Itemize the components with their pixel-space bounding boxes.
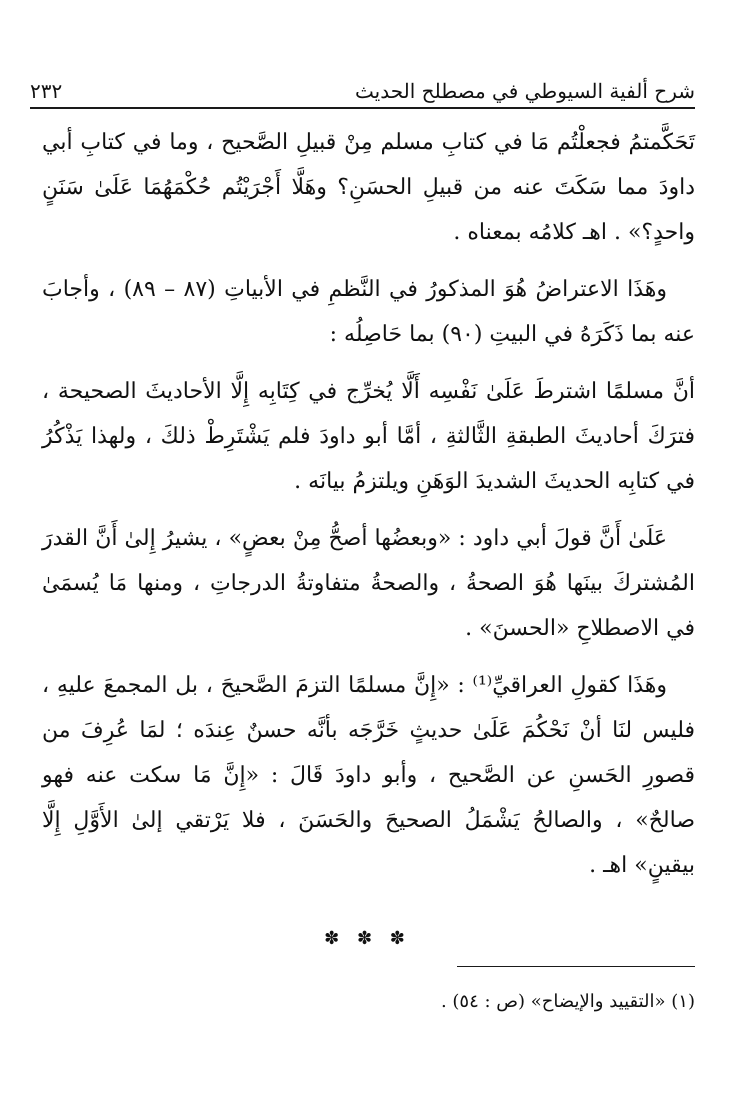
footnote: (١) «التقييد والإيضاح» (ص : ٥٤) .: [440, 991, 695, 1012]
running-header: [30, 70, 695, 104]
paragraph-3: أنَّ مسلمًا اشترطَ عَلَىٰ نَفْسِه أَلَّا يُخرِّج في كِتَابِه إِلَّا الأحاديثَ الصحيحة ، فترَكَ أحاديثَ الطبقةِ الثَّالثةِ ، أمَّا أبو داودَ فلم يَشْتَرِطْ ذلكَ ، ولهذا يَذْكُرُ في كتابِه الحديثَ الشديدَ الوَهَنِ ويلتزمُ بيانَه .: [42, 379, 695, 494]
book-title: شرح ألفية السيوطي في مصطلح الحديث: [355, 79, 695, 103]
page-number: ٢٣٢: [30, 79, 63, 103]
paragraph-2: وهَذَا الاعتراضُ هُوَ المذكورُ في النَّظمِ في الأبياتِ (٨٧ – ٨٩) ، وأجابَ عنه بما ذَكَرَهُ في البيتِ (٩٠) بما حَاصِلُه :: [42, 277, 695, 347]
section-separator: ✽ ✽ ✽: [324, 928, 411, 949]
paragraph-1: تَحَكَّمتمُ فجعلْتُم مَا في كتابِ مسلم مِنْ قبيلِ الصَّحيح ، وما في كتابِ أبي داودَ مما سَكَتَ عنه من قبيلِ الحسَنِ؟ وهَلَّا أَجْرَيْتُم حُكْمَهُمَا عَلَىٰ سَنَنٍ واحدٍ؟» . اهـ كلامُه بمعناه .: [42, 130, 695, 245]
paragraph-5: وهَذَا كقولِ العراقيِّ⁽¹⁾ : «إِنَّ مسلمًا التزمَ الصَّحيحَ ، بل المجمعَ عليهِ ، فليس لنَا أنْ نَحْكُمَ عَلَىٰ حديثٍ خَرَّجَه بأنَّه حسنٌ عِندَه ؛ لمَا عُرِفَ من قصورِ الحَسنِ عن الصَّحيح ، وأبو داودَ قَالَ : «إِنَّ مَا سكت عنه فهو صالحٌ» ، والصالحُ يَشْمَلُ الصحيحَ والحَسَنَ ، فلا يَرْتقي إلىٰ الأَوَّلِ إِلَّا بيقينٍ» اهـ .: [42, 673, 695, 878]
main-text: [42, 120, 695, 900]
footnote-rule: [457, 966, 695, 967]
header-rule: [30, 107, 695, 109]
paragraph-4: عَلَىٰ أَنَّ قولَ أبي داود : «وبعضُها أصحُّ مِنْ بعضٍ» ، يشيرُ إِلىٰ أَنَّ القدرَ المُشتركَ بينَها هُوَ الصحةُ ، والصحةُ متفاوتةُ الدرجاتِ ، ومنها مَا يُسمَىٰ في الاصطلاحِ «الحسنَ» .: [42, 526, 695, 641]
